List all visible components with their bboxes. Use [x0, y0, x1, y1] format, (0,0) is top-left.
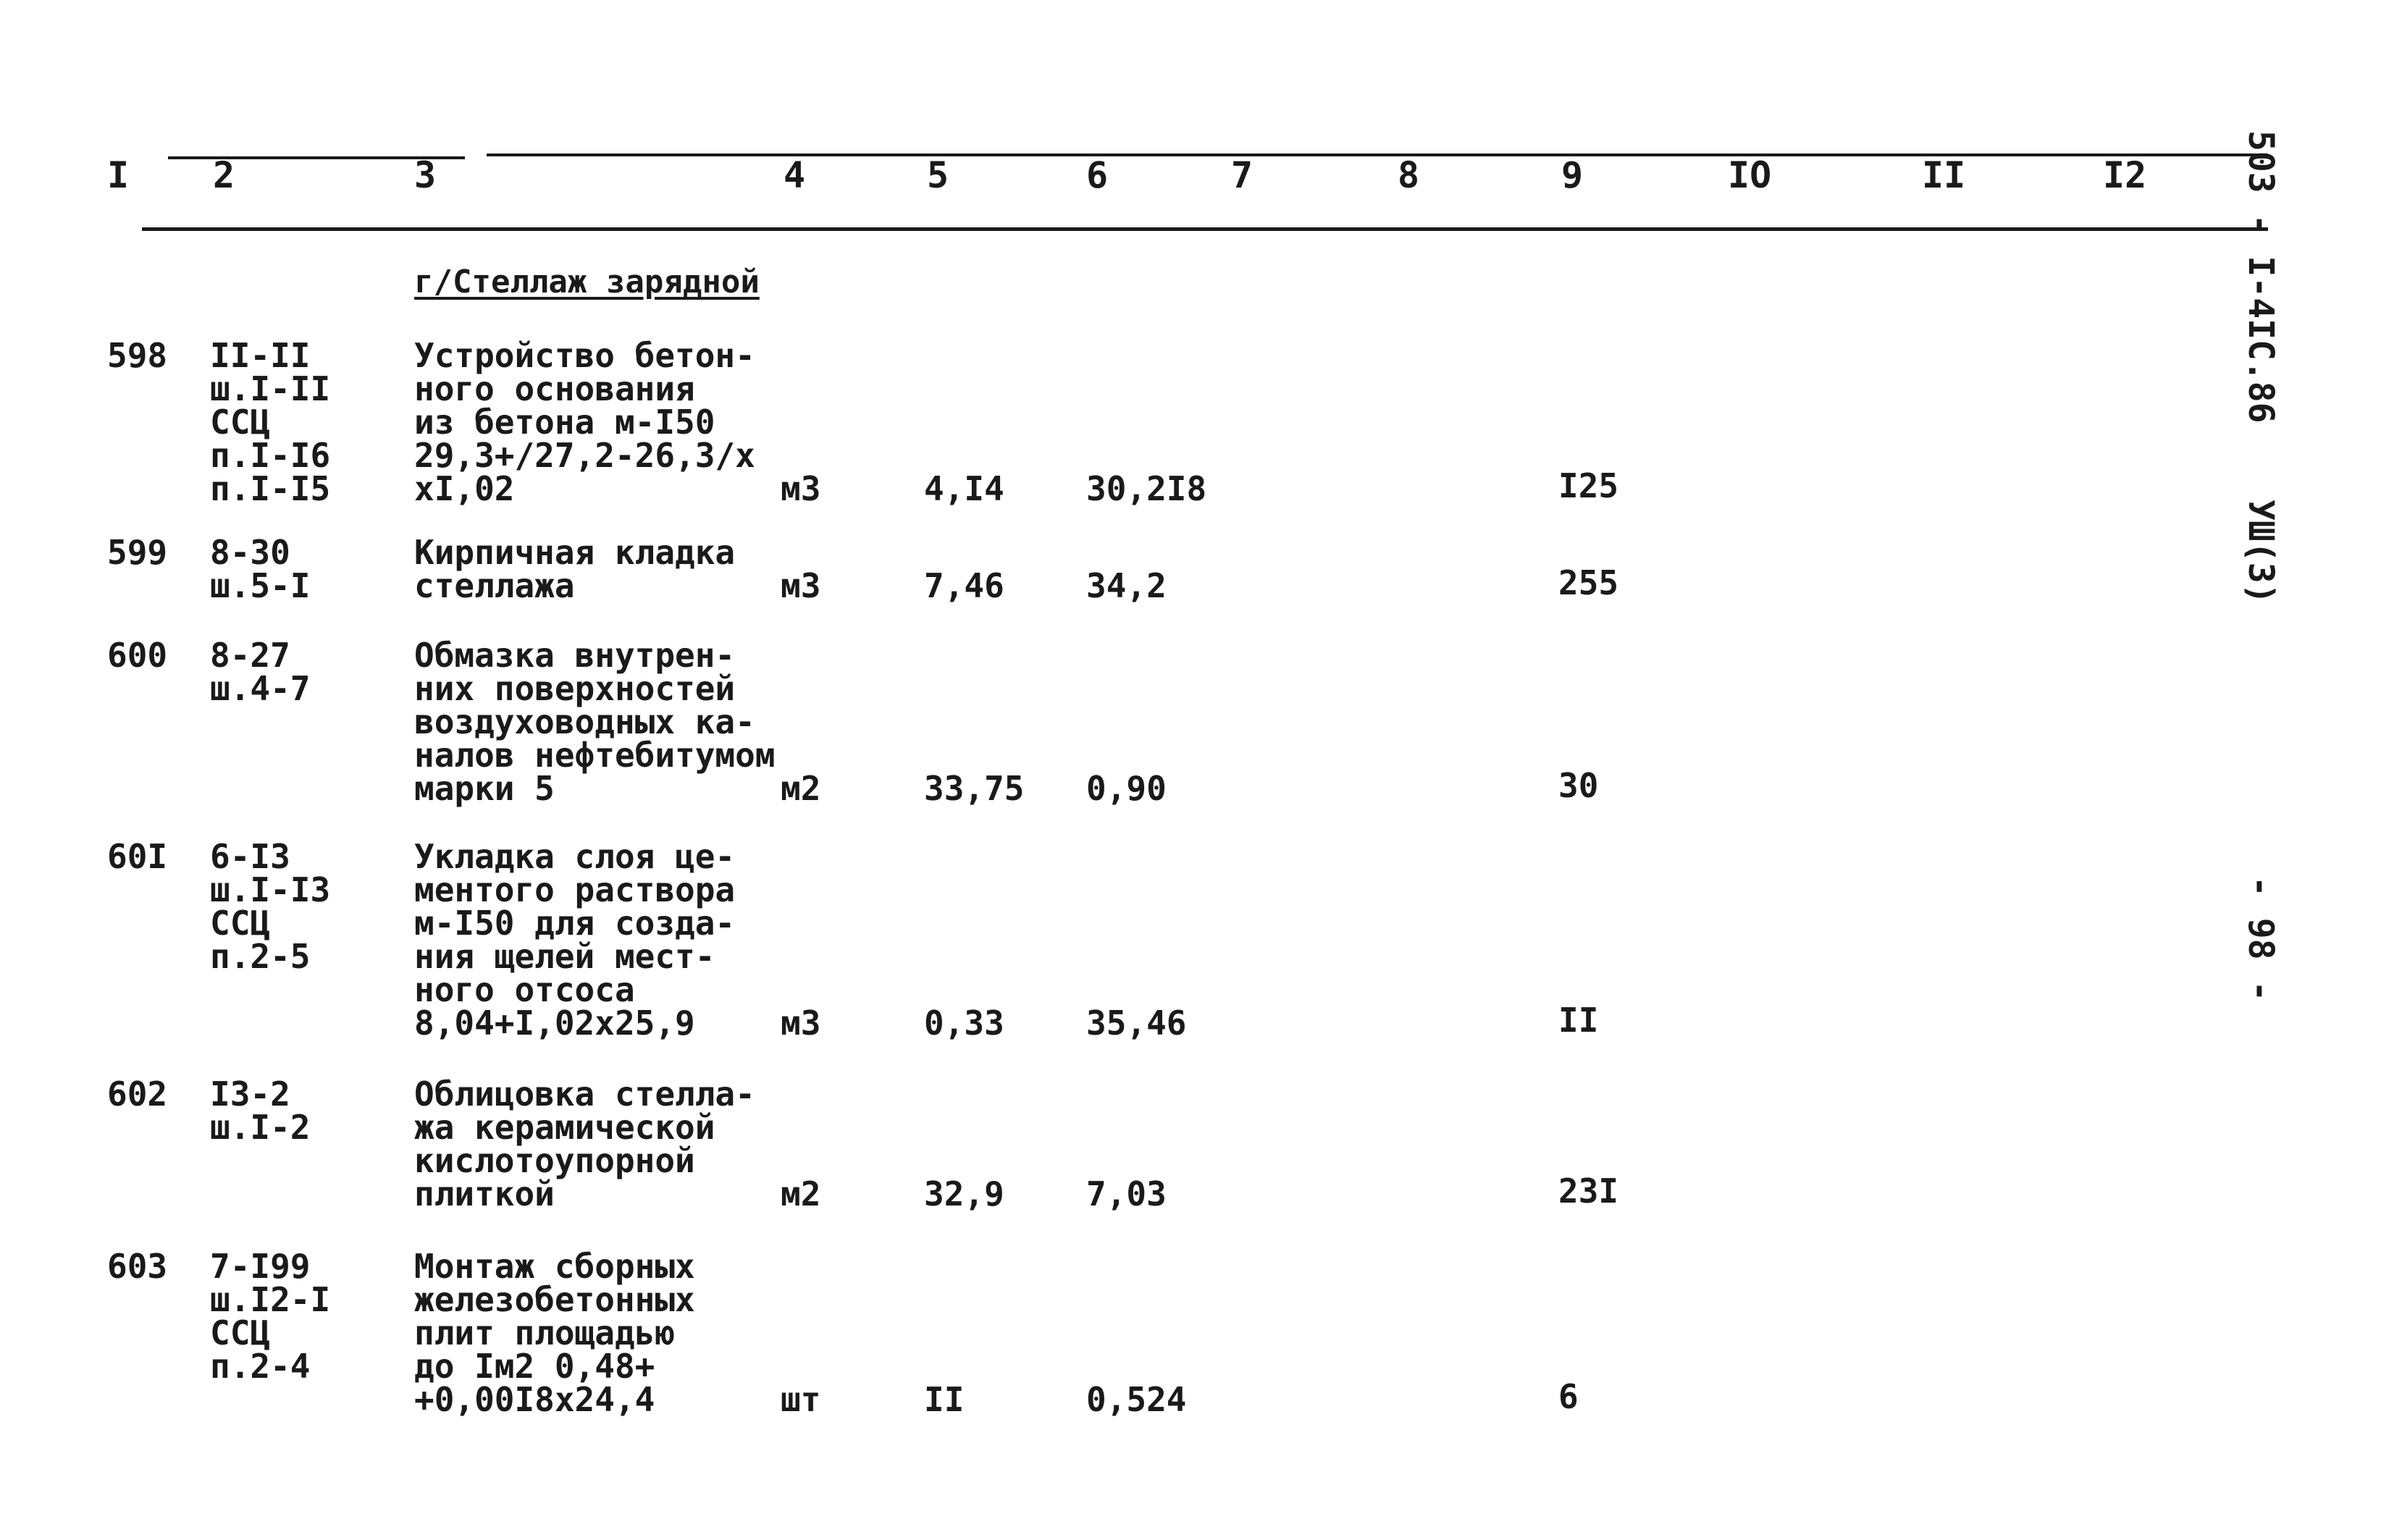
total-cost: 255	[1558, 563, 1619, 602]
column-number-12: I2	[2103, 154, 2147, 196]
norm-code: I3-2 ш.I-2	[210, 1074, 311, 1147]
quantity: II	[924, 1380, 965, 1419]
work-description: Кирпичная кладка стеллажа	[414, 533, 736, 605]
unit-price: 30,2I8	[1086, 469, 1207, 508]
table-row	[0, 533, 2245, 608]
column-number-5: 5	[927, 154, 949, 196]
section-title: г/Стеллаж зарядной	[414, 264, 760, 300]
norm-code: 8-27 ш.4-7	[210, 636, 311, 708]
quantity: 4,I4	[924, 469, 1004, 508]
norm-code: 7-I99 ш.I2-I ССЦ п.2-4	[210, 1247, 331, 1386]
column-number-6: 6	[1086, 154, 1109, 196]
total-cost: 6	[1558, 1377, 1579, 1416]
unit-price: 7,03	[1086, 1174, 1167, 1213]
work-description: Монтаж сборных железобетонных плит площадью до Iм2 0,48+ +0,00I8х24,4	[414, 1247, 695, 1419]
total-cost: 30	[1558, 766, 1599, 805]
row-number: 603	[107, 1247, 168, 1286]
total-cost: 23I	[1558, 1171, 1619, 1211]
work-description: Обмазка внутрен- них поверхностей воздуховодных ка- налов нефтебитумом марки 5	[414, 636, 776, 808]
column-number-2: 2	[213, 154, 235, 196]
section-code-label: УШ(3)	[2240, 500, 2281, 605]
norm-code: II-II ш.I-II ССЦ п.I-I6 п.I-I5	[210, 336, 331, 508]
header-top-rule-right	[487, 153, 2268, 156]
column-number-9: 9	[1561, 154, 1584, 196]
norm-code: 6-I3 ш.I-I3 ССЦ п.2-5	[210, 837, 331, 976]
work-description: Укладка слоя це- ментого раствора м-I50 для созда- ния щелей мест- ного отсоса 8,04+I,02х25,9	[414, 837, 736, 1043]
column-number-11: II	[1922, 154, 1966, 196]
unit-price: 0,524	[1086, 1380, 1187, 1419]
column-number-8: 8	[1398, 154, 1420, 196]
header-bottom-rule	[142, 227, 2268, 231]
norm-code: 8-30 ш.5-I	[210, 533, 311, 605]
unit: м3	[781, 566, 821, 605]
quantity: 33,75	[924, 769, 1025, 808]
row-number: 598	[107, 336, 168, 375]
unit-price: 34,2	[1086, 566, 1167, 605]
unit-price: 0,90	[1086, 769, 1167, 808]
page-number-label: - 98 -	[2240, 876, 2281, 1002]
row-number: 599	[107, 533, 168, 572]
row-number: 60I	[107, 837, 168, 876]
unit: м3	[781, 1003, 821, 1043]
quantity: 0,33	[924, 1003, 1004, 1043]
total-cost: II	[1558, 1001, 1599, 1040]
table-row	[0, 636, 2245, 812]
column-number-4: 4	[784, 154, 806, 196]
unit: м2	[781, 1174, 821, 1213]
column-number-3: 3	[414, 154, 437, 196]
row-number: 600	[107, 636, 168, 675]
quantity: 32,9	[924, 1174, 1004, 1213]
quantity: 7,46	[924, 566, 1004, 605]
unit: м2	[781, 769, 821, 808]
table-row	[0, 336, 2245, 513]
row-number: 602	[107, 1074, 168, 1114]
unit: м3	[781, 469, 821, 508]
work-description: Облицовка стелла- жа керамической кислотоупорной плиткой	[414, 1074, 755, 1213]
table-row	[0, 1247, 2245, 1423]
column-number-7: 7	[1231, 154, 1253, 196]
table-row	[0, 1074, 2245, 1222]
unit-price: 35,46	[1086, 1003, 1187, 1043]
column-number-1: I	[107, 154, 130, 196]
document-code-label: 503 - I-4IC.86	[2240, 130, 2281, 424]
table-row	[0, 837, 2245, 1050]
total-cost: I25	[1558, 466, 1619, 505]
column-number-10: IO	[1728, 154, 1772, 196]
unit: шт	[781, 1380, 821, 1419]
work-description: Устройство бетон- ного основания из бетона м-I50 29,3+/27,2-26,3/х хI,02	[414, 336, 755, 508]
